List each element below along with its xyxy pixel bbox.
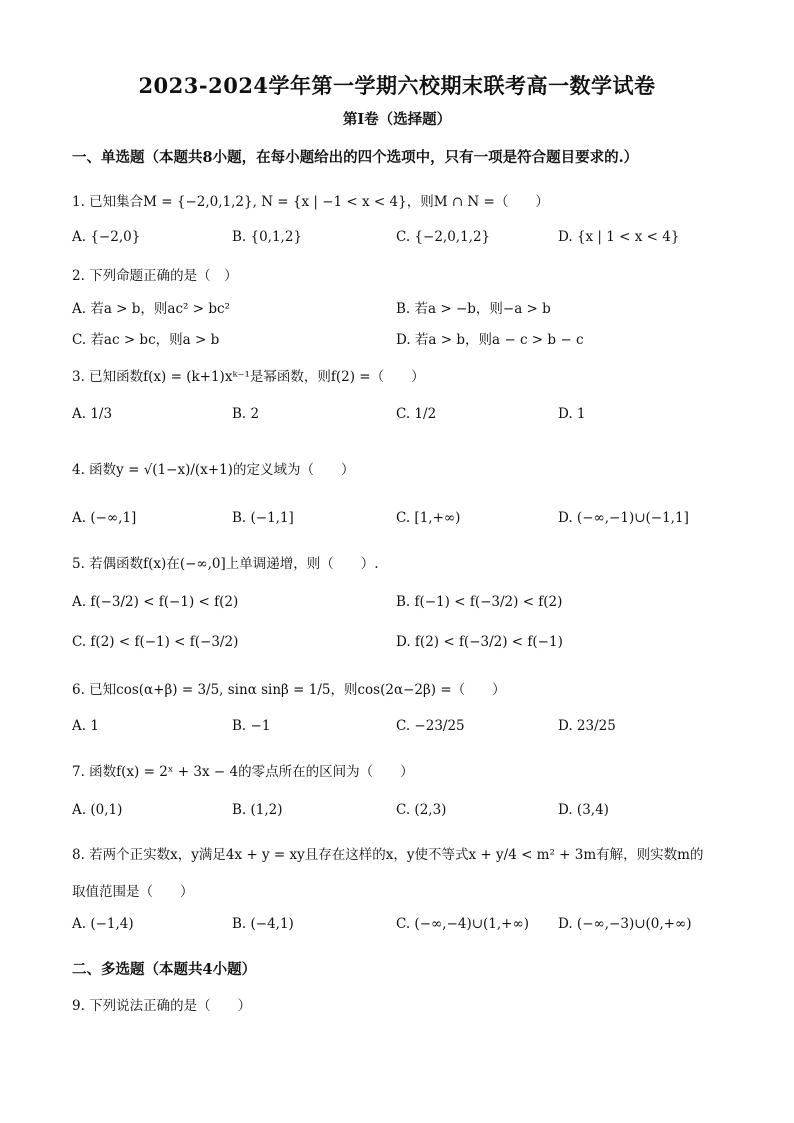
question-4-stem: 4. 函数y = √(1−x)/(x+1)的定义域为（ ）: [72, 462, 355, 478]
question-4-option-c: C. [1,+∞): [396, 510, 461, 526]
question-8-stem-line2: 取值范围是（ ）: [72, 884, 194, 900]
question-6-option-c: C. −23/25: [396, 718, 465, 734]
question-7-stem: 7. 函数f(x) = 2ˣ + 3x − 4的零点所在的区间为（ ）: [72, 764, 414, 780]
question-3-option-b: B. 2: [232, 406, 260, 422]
question-8-option-d: D. (−∞,−3)∪(0,+∞): [558, 916, 692, 932]
question-6-option-b: B. −1: [232, 718, 271, 734]
section-heading-single-choice: 一、单选题（本题共8小题，在每小题给出的四个选项中，只有一项是符合题目要求的.）: [72, 149, 639, 166]
question-3-option-d: D. 1: [558, 406, 586, 422]
question-9-stem: 9. 下列说法正确的是（ ）: [72, 998, 252, 1014]
question-2-option-c: C. 若ac > bc，则a > b: [72, 332, 220, 348]
question-2-option-b: B. 若a > −b，则−a > b: [396, 301, 551, 317]
question-4-option-d: D. (−∞,−1)∪(−1,1]: [558, 510, 689, 526]
question-1-option-c: C. {−2,0,1,2}: [396, 229, 491, 245]
question-6-option-d: D. 23/25: [558, 718, 616, 734]
question-5-option-a: A. f(−3/2) < f(−1) < f(2): [72, 594, 239, 610]
question-7-option-a: A. (0,1): [72, 802, 123, 818]
question-7-option-d: D. (3,4): [558, 802, 609, 818]
question-3-option-c: C. 1/2: [396, 406, 437, 422]
question-2-option-d: D. 若a > b，则a − c > b − c: [396, 332, 584, 348]
question-5-option-c: C. f(2) < f(−1) < f(−3/2): [72, 634, 239, 650]
exam-subtitle: 第I卷（选择题）: [342, 111, 452, 128]
question-8-option-c: C. (−∞,−4)∪(1,+∞): [396, 916, 529, 932]
question-1-option-a: A. {−2,0}: [72, 229, 141, 245]
question-3-option-a: A. 1/3: [72, 406, 113, 422]
question-3-stem: 3. 已知函数f(x) = (k+1)xᵏ⁻¹是幂函数，则f(2) =（ ）: [72, 369, 425, 385]
question-5-option-b: B. f(−1) < f(−3/2) < f(2): [396, 594, 563, 610]
question-2-option-a: A. 若a > b，则ac² > bc²: [72, 301, 230, 317]
question-8-option-b: B. (−4,1): [232, 916, 294, 932]
question-6-option-a: A. 1: [72, 718, 99, 734]
question-8-option-a: A. (−1,4): [72, 916, 134, 932]
question-2-stem: 2. 下列命题正确的是（ ）: [72, 268, 238, 284]
question-5-option-d: D. f(2) < f(−3/2) < f(−1): [396, 634, 563, 650]
question-4-option-a: A. (−∞,1]: [72, 510, 137, 526]
exam-title: 2023-2024学年第一学期六校期末联考高一数学试卷: [138, 73, 656, 98]
question-1-option-b: B. {0,1,2}: [232, 229, 303, 245]
question-1-option-d: D. {x | 1 < x < 4}: [558, 229, 680, 245]
question-7-option-c: C. (2,3): [396, 802, 447, 818]
question-4-option-b: B. (−1,1]: [232, 510, 294, 526]
question-6-stem: 6. 已知cos(α+β) = 3/5, sinα sinβ = 1/5，则cos(2α−2β) =（ ）: [72, 682, 506, 698]
question-7-option-b: B. (1,2): [232, 802, 283, 818]
section-heading-multi-choice: 二、多选题（本题共4小题）: [72, 961, 257, 978]
question-5-stem: 5. 若偶函数f(x)在(−∞,0]上单调递增，则（ ）.: [72, 556, 379, 572]
question-1-stem: 1. 已知集合M = {−2,0,1,2}, N = {x | −1 < x < 4}，则M ∩ N =（ ）: [72, 194, 549, 210]
question-8-stem-line1: 8. 若两个正实数x，y满足4x + y = xy且存在这样的x，y使不等式x + y/4 < m² + 3m有解，则实数m的: [72, 847, 704, 863]
